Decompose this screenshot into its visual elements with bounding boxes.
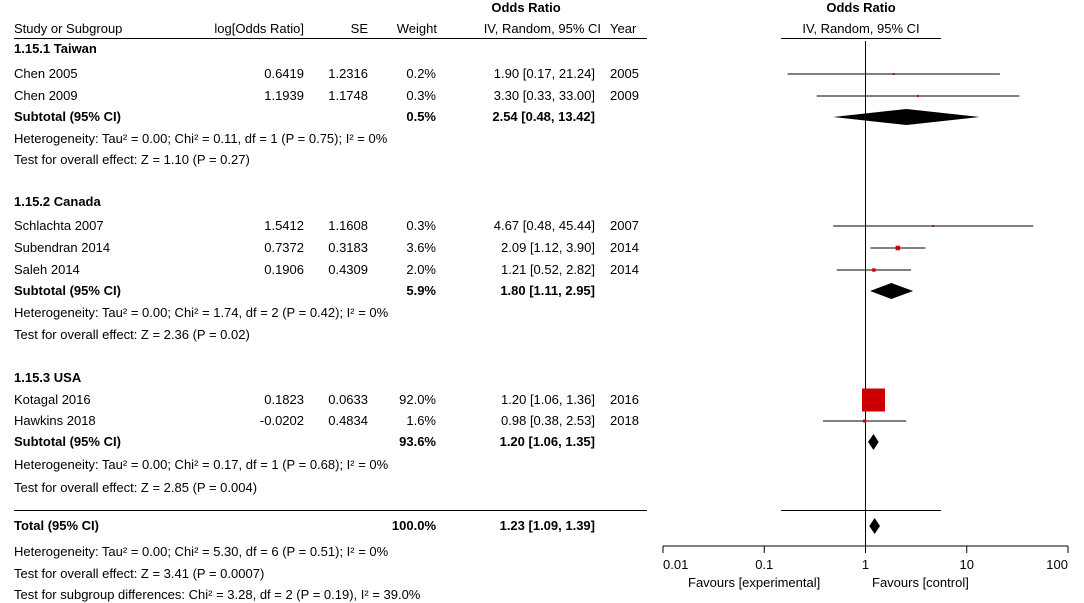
study-name: Kotagal 2016 xyxy=(14,392,91,407)
col-header-study: Study or Subgroup xyxy=(14,21,123,36)
subtotal-ci: 1.20 [1.06, 1.35] xyxy=(499,434,595,449)
x-tick-label: 10 xyxy=(959,557,974,572)
study-name: Chen 2005 xyxy=(14,66,78,81)
total-weight: 100.0% xyxy=(391,518,436,533)
study-estimate-marker xyxy=(932,225,934,227)
col-header-ci: IV, Random, 95% CI xyxy=(483,21,601,36)
plot-header-subtitle: IV, Random, 95% CI xyxy=(802,21,920,36)
total-heterogeneity-text: Heterogeneity: Tau² = 0.00; Chi² = 5.30, df = 6 (P = 0.51); I² = 0% xyxy=(14,544,389,559)
study-logor: 0.7372 xyxy=(264,240,304,255)
study-name: Saleh 2014 xyxy=(14,262,80,277)
total-label: Total (95% CI) xyxy=(14,518,99,533)
subtotal-ci: 1.80 [1.11, 2.95] xyxy=(500,283,595,298)
group-heading: 1.15.2 Canada xyxy=(14,194,101,209)
heterogeneity-text: Heterogeneity: Tau² = 0.00; Chi² = 1.74, df = 2 (P = 0.42); I² = 0% xyxy=(14,305,389,320)
group-heading: 1.15.1 Taiwan xyxy=(14,41,97,56)
col-header-se: SE xyxy=(350,21,368,36)
plot-marks xyxy=(788,73,1034,534)
total-ci: 1.23 [1.09, 1.39] xyxy=(499,518,595,533)
study-se: 0.4309 xyxy=(328,262,368,277)
study-name: Schlachta 2007 xyxy=(14,218,104,233)
study-logor: -0.0202 xyxy=(259,413,304,428)
x-tick-label: 1 xyxy=(861,557,870,572)
group-heading: 1.15.3 USA xyxy=(14,370,82,385)
x-tick-label: 0.01 xyxy=(663,557,689,572)
study-weight: 3.6% xyxy=(406,240,436,255)
study-ci: 2.09 [1.12, 3.90] xyxy=(501,240,595,255)
plot-header-title: Odds Ratio xyxy=(826,0,896,15)
study-name: Subendran 2014 xyxy=(14,240,111,255)
study-ci: 1.21 [0.52, 2.82] xyxy=(501,262,595,277)
subtotal-diamond xyxy=(833,109,979,125)
table-header-odds-ratio: Odds Ratio xyxy=(491,0,561,15)
study-year: 2014 xyxy=(610,262,639,277)
favours-experimental-label: Favours [experimental] xyxy=(688,575,821,590)
subtotal-label: Subtotal (95% CI) xyxy=(14,109,121,124)
subtotal-weight: 93.6% xyxy=(399,434,436,449)
study-ci: 1.20 [1.06, 1.36] xyxy=(501,392,595,407)
overall-effect-text: Test for overall effect: Z = 1.10 (P = 0.27) xyxy=(14,152,250,167)
study-estimate-marker xyxy=(863,419,866,422)
study-se: 1.2316 xyxy=(328,66,368,81)
study-logor: 0.6419 xyxy=(264,66,304,81)
study-se: 0.3183 xyxy=(328,240,368,255)
study-se: 0.0633 xyxy=(328,392,368,407)
subgroup-differences-text: Test for subgroup differences: Chi² = 3.28, df = 2 (P = 0.19), I² = 39.0% xyxy=(14,587,421,602)
study-weight: 0.2% xyxy=(406,66,436,81)
study-logor: 1.1939 xyxy=(264,88,304,103)
study-se: 1.1748 xyxy=(328,88,368,103)
study-year: 2018 xyxy=(610,413,639,428)
study-logor: 0.1823 xyxy=(264,392,304,407)
study-year: 2005 xyxy=(610,66,639,81)
x-axis-ticks xyxy=(663,546,1068,572)
study-weight: 0.3% xyxy=(406,88,436,103)
study-name: Hawkins 2018 xyxy=(14,413,96,428)
subtotal-label: Subtotal (95% CI) xyxy=(14,434,121,449)
total-overall-effect-text: Test for overall effect: Z = 3.41 (P = 0.0007) xyxy=(14,566,265,581)
study-logor: 0.1906 xyxy=(264,262,304,277)
study-year: 2016 xyxy=(610,392,639,407)
study-ci: 1.90 [0.17, 21.24] xyxy=(493,66,595,81)
subtotal-weight: 5.9% xyxy=(406,283,436,298)
study-weight: 92.0% xyxy=(399,392,436,407)
col-header-weight: Weight xyxy=(396,21,437,36)
study-name: Chen 2009 xyxy=(14,88,78,103)
heterogeneity-text: Heterogeneity: Tau² = 0.00; Chi² = 0.11, df = 1 (P = 0.75); I² = 0% xyxy=(14,131,388,146)
study-logor: 1.5412 xyxy=(264,218,304,233)
study-ci: 0.98 [0.38, 2.53] xyxy=(501,413,595,428)
study-year: 2009 xyxy=(610,88,639,103)
study-weight: 1.6% xyxy=(406,413,436,428)
overall-effect-text: Test for overall effect: Z = 2.36 (P = 0.02) xyxy=(14,327,250,342)
subtotal-label: Subtotal (95% CI) xyxy=(14,283,121,298)
study-weight: 2.0% xyxy=(406,262,436,277)
subtotal-diamond xyxy=(868,434,879,450)
heterogeneity-text: Heterogeneity: Tau² = 0.00; Chi² = 0.17, df = 1 (P = 0.68); I² = 0% xyxy=(14,457,389,472)
study-ci: 3.30 [0.33, 33.00] xyxy=(493,88,595,103)
study-se: 1.1608 xyxy=(328,218,368,233)
study-estimate-marker xyxy=(917,95,919,97)
study-estimate-marker xyxy=(872,268,875,271)
study-estimate-marker xyxy=(893,73,895,75)
study-estimate-marker xyxy=(862,388,885,411)
x-tick-label: 0.1 xyxy=(755,557,774,572)
study-year: 2014 xyxy=(610,240,639,255)
study-weight: 0.3% xyxy=(406,218,436,233)
study-ci: 4.67 [0.48, 45.44] xyxy=(493,218,595,233)
overall-effect-text: Test for overall effect: Z = 2.85 (P = 0.004) xyxy=(14,480,258,495)
total-diamond xyxy=(869,518,880,534)
study-estimate-marker xyxy=(896,246,901,251)
col-header-year: Year xyxy=(610,21,637,36)
study-se: 0.4834 xyxy=(328,413,368,428)
x-tick-label: 100 xyxy=(1046,557,1068,572)
subtotal-weight: 0.5% xyxy=(406,109,436,124)
subtotal-diamond xyxy=(870,283,913,299)
col-header-logor: log[Odds Ratio] xyxy=(214,21,304,36)
study-year: 2007 xyxy=(610,218,639,233)
favours-control-label: Favours [control] xyxy=(872,575,969,590)
subtotal-ci: 2.54 [0.48, 13.42] xyxy=(492,109,595,124)
